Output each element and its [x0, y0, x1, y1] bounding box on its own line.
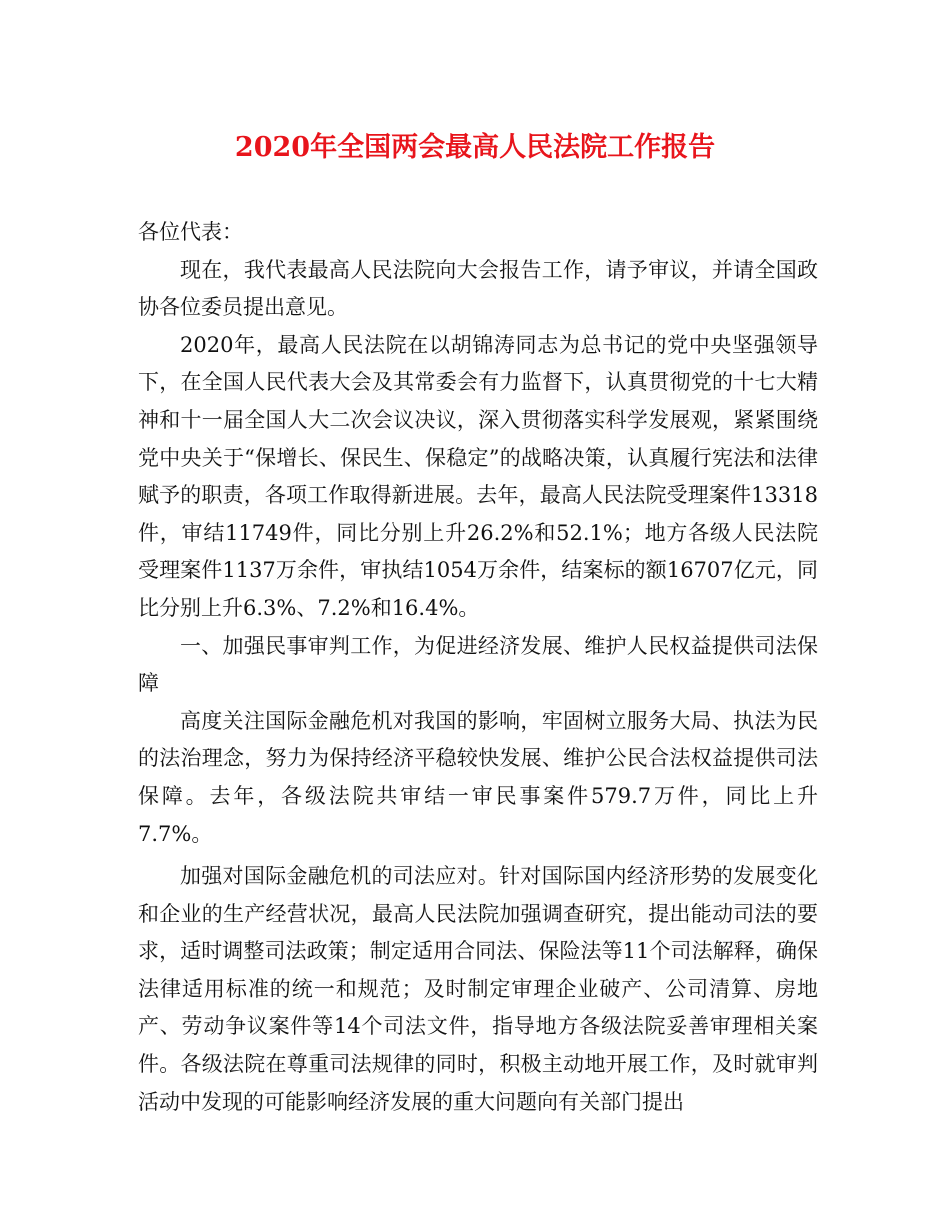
paragraph-civil-overview: 高度关注国际金融危机对我国的影响，牢固树立服务大局、执法为民的法治理念，努力为保持经济平稳较快发展、维护公民合法权益提供司法保障。去年，各级法院共审结一审民事案件579.7万件，同比上升7.7%。 — [138, 708, 818, 846]
paragraph-intro: 现在，我代表最高人民法院向大会报告工作，请予审议，并请全国政协各位委员提出意见。 — [138, 257, 818, 320]
paragraph-summary: 2020年，最高人民法院在以胡锦涛同志为总书记的党中央坚强领导下，在全国人民代表大会及其常委会有力监督下，认真贯彻党的十七大精神和十一届全国人大二次会议决议，深入贯彻落实科学发展观，紧紧围绕党中央关于“保增长、保民生、保稳定”的战略决策，认真履行宪法和法律赋予的职责，各项工作取得新进展。去年，最高人民法院受理案件13318件，审结11749件，同比分别上升26.2%和52.1%；地方各级人民法院受理案件1137万余件，审执结1054万余件，结案标的额16707亿元，同比分别上升6.3%、7.2%和16.4%。 — [138, 332, 818, 620]
paragraph-financial-crisis: 加强对国际金融危机的司法应对。针对国际国内经济形势的发展变化和企业的生产经营状况，最高人民法院加强调查研究，提出能动司法的要求，适时调整司法政策；制定适用合同法、保险法等11个司法解释，确保法律适用标准的统一和规范；及时制定审理企业破产、公司清算、房地产、劳动争议案件等14个司法文件，指导地方各级法院妥善审理相关案件。各级法院在尊重司法规律的同时，积极主动地开展工作，及时就审判活动中发现的可能影响经济发展的重大问题向有关部门提出 — [138, 864, 818, 1114]
salutation: 各位代表： — [138, 220, 243, 244]
document-title: 2020年全国两会最高人民法院工作报告 — [234, 132, 716, 163]
section-heading-civil-trial: 一、加强民事审判工作，为促进经济发展、维护人民权益提供司法保障 — [138, 633, 818, 696]
document-body — [138, 214, 818, 1121]
